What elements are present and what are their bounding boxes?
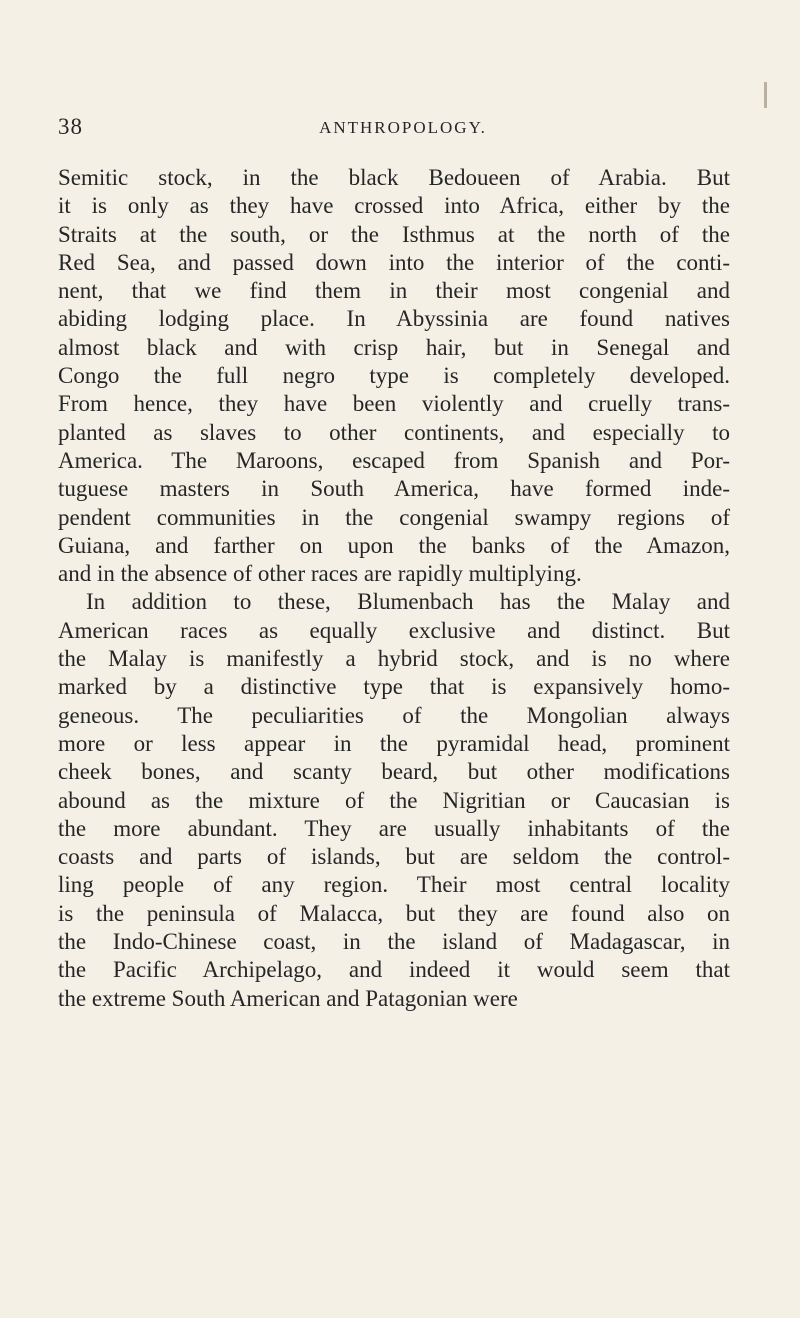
- text-line: the Indo-Chinese coast, in the island of Madagascar, in: [58, 929, 730, 955]
- text-line: and in the absence of other races are rapidly multiplying.: [58, 561, 582, 587]
- text-line: planted as slaves to other continents, and especially to: [58, 419, 730, 445]
- text-line: the extreme South American and Patagonian were: [58, 985, 518, 1011]
- text-line: cheek bones, and scanty beard, but other modifications: [58, 759, 730, 785]
- text-line: In addition to these, Blumenbach has the Malay and: [86, 589, 730, 615]
- text-line: abound as the mixture of the Nigritian or Caucasian is: [58, 787, 730, 813]
- text-line: American races as equally exclusive and distinct. But: [58, 617, 730, 643]
- text-line: America. The Maroons, escaped from Spanish and Por-: [58, 447, 730, 473]
- text-line: From hence, they have been violently and cruelly trans-: [58, 391, 730, 417]
- text-line: Congo the full negro type is completely developed.: [58, 363, 730, 389]
- text-line: it is only as they have crossed into Africa, either by the: [58, 193, 730, 219]
- text-line: the Malay is manifestly a hybrid stock, and is no where: [58, 646, 730, 672]
- text-line: Red Sea, and passed down into the interior of the conti-: [58, 249, 730, 275]
- text-line: is the peninsula of Malacca, but they are found also on: [58, 900, 730, 926]
- running-title: ANTHROPOLOGY.: [319, 118, 487, 137]
- text-line: almost black and with crisp hair, but in Senegal and: [58, 334, 730, 360]
- text-line: more or less appear in the pyramidal head, prominent: [58, 730, 730, 756]
- running-head: [58, 114, 718, 144]
- text-line: marked by a distinctive type that is expansively homo-: [58, 674, 730, 700]
- text-line: abiding lodging place. In Abyssinia are found natives: [58, 306, 730, 332]
- text-line: Guiana, and farther on upon the banks of the Amazon,: [58, 532, 730, 558]
- text-line: Semitic stock, in the black Bedoueen of Arabia. But: [58, 165, 730, 190]
- text-line: tuguese masters in South America, have formed inde-: [58, 476, 730, 502]
- text-line: coasts and parts of islands, but are seldom the control-: [58, 844, 730, 870]
- text-line: the Pacific Archipelago, and indeed it would seem that: [58, 957, 730, 983]
- text-line: ling people of any region. Their most central locality: [58, 872, 730, 898]
- page-number: 38: [58, 114, 83, 139]
- text-line: nent, that we find them in their most congenial and: [58, 278, 730, 304]
- margin-mark: [764, 82, 767, 108]
- text-line: pendent communities in the congenial swampy regions of: [58, 504, 730, 530]
- body-text: [58, 164, 730, 1013]
- text-line: the more abundant. They are usually inhabitants of the: [58, 815, 730, 841]
- text-line: Straits at the south, or the Isthmus at the north of the: [58, 221, 730, 247]
- text-line: geneous. The peculiarities of the Mongolian always: [58, 702, 730, 728]
